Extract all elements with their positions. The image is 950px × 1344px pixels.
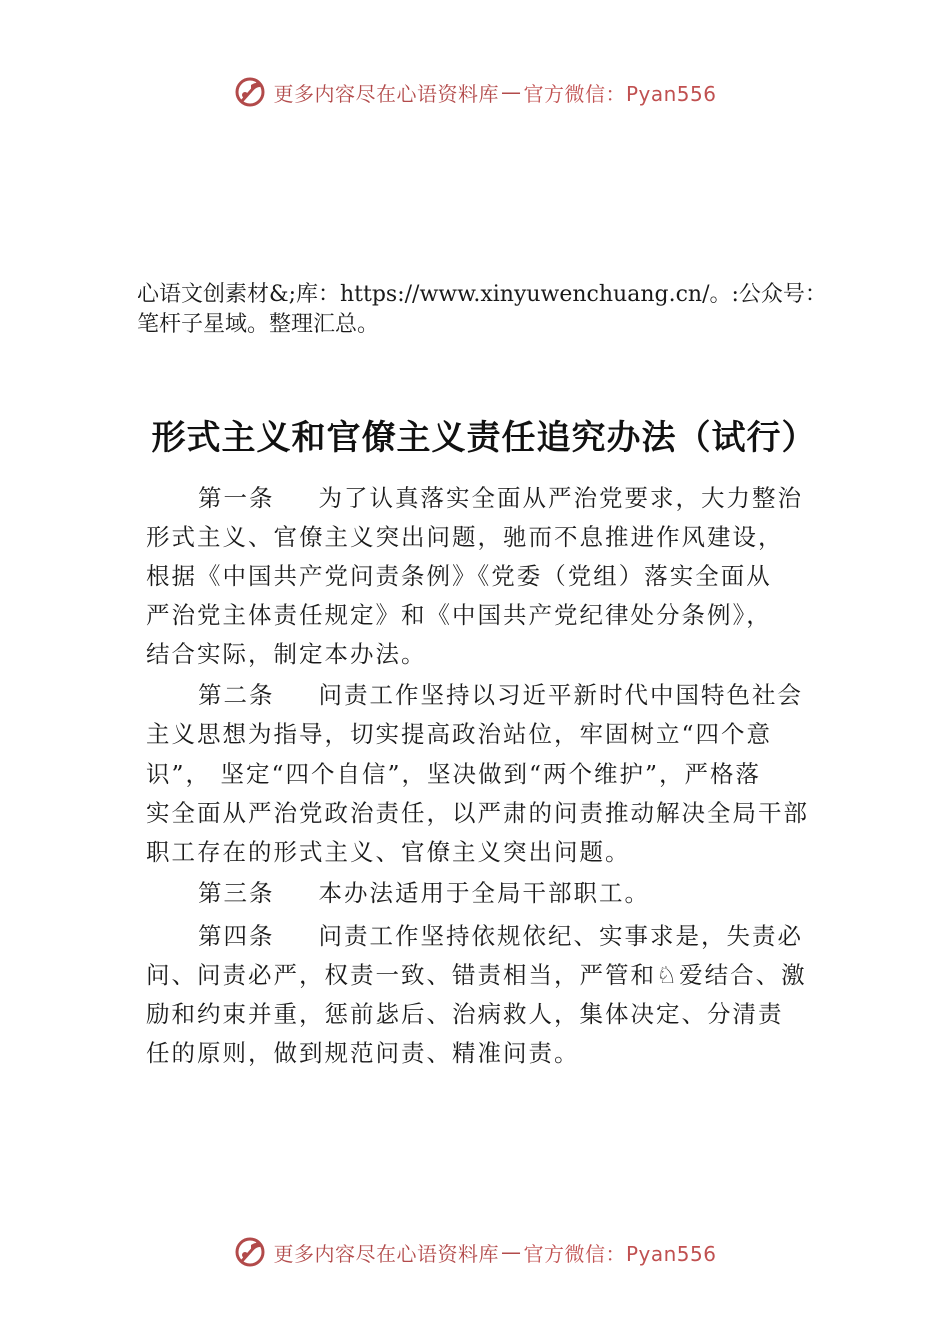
- article-text-line: 严治党主体责任规定》和《中国共产党纪律处分条例》，: [146, 601, 772, 629]
- banner-dash: —: [500, 1240, 522, 1264]
- header-watermark: [0, 72, 950, 112]
- article-text-line: 主义思想为指导，切实提高政治站位，牢固树立“四个意: [146, 720, 773, 748]
- article-text-line: 励和约束并重，惩前毖后、治病救人，集体决定、分清责: [146, 1000, 784, 1028]
- article-text-line: 任的原则，做到规范问责、精准问责。: [146, 1039, 580, 1067]
- article-number: 第四条: [198, 922, 275, 950]
- article-text-line: 根据《中国共产党问责条例》《党委（党组）落实全面从: [146, 562, 772, 590]
- article-text-line: 形式主义、官僚主义突出问题，驰而不息推进作风建设，: [146, 523, 784, 551]
- banner-text: 更多内容尽在心语资料库: [273, 1241, 499, 1266]
- footer-watermark: [0, 1232, 950, 1272]
- article-number: 第二条: [198, 681, 275, 709]
- article-text-line: 实全面从严治党政治责任，以严肃的问责推动解决全局干部: [146, 799, 809, 827]
- quill-pen-logo-icon: [233, 75, 267, 109]
- article-text-line: 结合实际，制定本办法。: [146, 640, 427, 668]
- document-title: 形式主义和官僚主义责任追究办法（试行）: [151, 418, 817, 458]
- banner-dash: —: [500, 80, 522, 104]
- article-text-line: 为了认真落实全面从严治党要求，大力整治: [318, 484, 803, 512]
- banner-wechat: 官方微信：Pyan556: [523, 81, 717, 106]
- article-text-line: 问责工作坚持依规依纪、实事求是，失责必: [318, 922, 803, 950]
- banner-text: 更多内容尽在心语资料库: [273, 81, 499, 106]
- article-text-line: 本办法适用于全局干部职工。: [318, 879, 650, 907]
- quill-pen-logo-icon: [233, 1235, 267, 1269]
- article-text-line: 问、问责必严，权责一致、错责相当，严管和♘爱结合、激: [146, 961, 807, 989]
- article-text-line: 问责工作坚持以习近平新时代中国特色社会: [318, 681, 803, 709]
- article-number: 第一条: [198, 484, 275, 512]
- article-text-line: 识”， 坚定“四个自信”，坚决做到“两个维护”，严格落: [146, 760, 762, 788]
- article-text-line: 职工存在的形式主义、官僚主义突出问题。: [146, 838, 631, 866]
- source-line: 心语文创素材&;库：https://www.xinyuwenchuang.cn/。:公众号：笔杆子星域。整理汇总。: [137, 282, 827, 337]
- banner-wechat: 官方微信：Pyan556: [523, 1241, 717, 1266]
- article-number: 第三条: [198, 879, 275, 907]
